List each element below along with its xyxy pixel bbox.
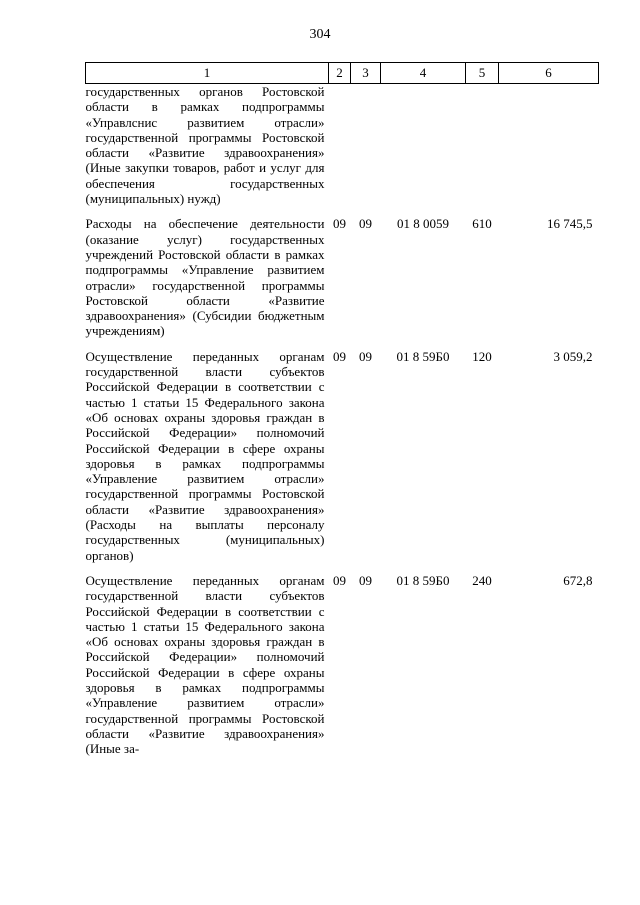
page-number: 304	[309, 27, 331, 42]
column-header-4: 4	[381, 63, 466, 84]
table-row	[86, 343, 599, 567]
row-description: государственных органов Ростовской области в рамках подпрограммы «Управлснис развитием отрасли» государственной программы Ростовской области «Развитие здравоохранения» (Иные закупки товаров, работ и услуг для обеспечения государственных (муниципальных) нужд)	[85, 84, 325, 207]
table-header-row	[86, 63, 599, 84]
row-target-article	[381, 84, 466, 211]
row-expense-type: 120	[472, 348, 492, 364]
row-target-article: 01 8 59Б0	[396, 572, 450, 588]
row-subsection: 09	[359, 572, 372, 588]
column-header-5: 5	[466, 63, 499, 84]
row-section	[329, 84, 351, 211]
row-section: 09	[333, 348, 346, 364]
row-expense-type	[466, 84, 499, 211]
row-expense-type: 610	[472, 216, 492, 232]
table-row	[86, 84, 599, 211]
row-section: 09	[333, 216, 346, 232]
row-section: 09	[333, 572, 346, 588]
row-amount	[499, 84, 599, 211]
column-header-1: 1	[86, 63, 329, 84]
row-amount: 672,8	[563, 572, 593, 588]
column-header-2: 2	[329, 63, 351, 84]
row-description: Осуществление переданных органам государственной власти субъектов Российской Федерации в соответствии с частью 1 статьи 15 Федерального закона «Об основах охраны здоровья граждан в Российской Федерации» полномочий Российской Федерации в сфере охраны здоровья в рамках подпрограммы «Управление развитием отрасли» государственной программы Ростовской области «Развитие здравоохранения» (Иные за-	[85, 572, 325, 757]
column-header-6: 6	[499, 63, 599, 84]
row-expense-type: 240	[472, 572, 492, 588]
row-target-article: 01 8 0059	[397, 216, 449, 232]
row-subsection: 09	[359, 216, 372, 232]
row-target-article: 01 8 59Б0	[396, 348, 450, 364]
row-subsection: 09	[359, 348, 372, 364]
table-row	[86, 210, 599, 342]
row-amount: 3 059,2	[553, 348, 593, 364]
row-subsection	[351, 84, 381, 211]
budget-table	[85, 62, 599, 760]
table-row	[86, 567, 599, 761]
row-description: Расходы на обеспечение деятельности (оказание услуг) государственных учреждений Ростовской области в рамках подпрограммы «Управление развитием отрасли» государственной программы Ростовской области «Развитие здравоохранения» (Субсидии бюджетным учреждениям)	[85, 216, 325, 339]
column-header-3: 3	[351, 63, 381, 84]
row-amount: 16 745,5	[547, 216, 593, 232]
row-description: Осуществление переданных органам государственной власти субъектов Российской Федерации в соответствии с частью 1 статьи 15 Федерального закона «Об основах охраны здоровья граждан в Российской Федерации» полномочий Российской Федерации в сфере охраны здоровья в рамках подпрограммы «Управление развитием отрасли» государственной программы Ростовской области «Развитие здравоохранения» (Расходы на выплаты персоналу государственных (муниципальных) органов)	[85, 348, 325, 563]
